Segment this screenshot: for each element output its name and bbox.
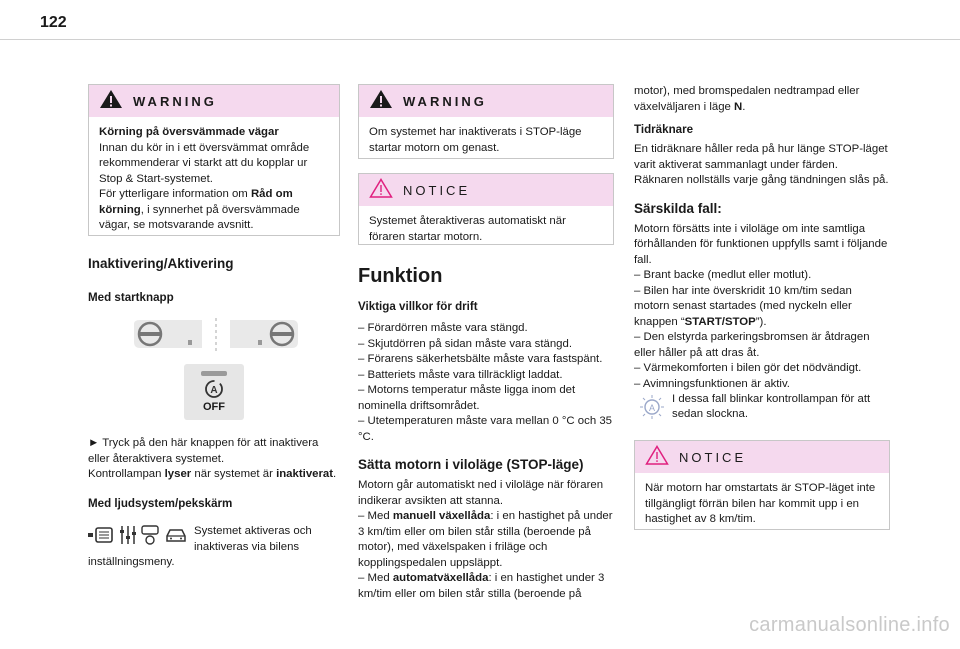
- page-number: 122: [40, 14, 67, 31]
- divider-dashed: [214, 318, 218, 352]
- subheading-timer: Tidräknare: [634, 123, 694, 136]
- subheading-stop-mode: Sätta motorn i viloläge (STOP-läge): [358, 457, 584, 472]
- warning-triangle-icon: [99, 89, 123, 114]
- list-item: – Skjutdörren på sidan måste vara stängd.: [358, 337, 573, 350]
- continued-text: motor), med bromspedalen nedtrampad eller växelväljaren i läge N.: [634, 85, 860, 113]
- list-item: – Värmekomforten i bilen gör det nödvändigt.: [634, 362, 862, 374]
- instruction-text: ► Tryck på den här knappen för att inaktivera eller återaktivera systemet.: [88, 437, 319, 465]
- steering-wheels-illustration: [132, 318, 340, 352]
- subheading-start-button: Med startknapp: [88, 291, 174, 304]
- conditions-list: [358, 321, 614, 445]
- notice-body: När motorn har omstartats är STOP-läget inte tillgängligt förrän bilen har kommit upp i en hastighet av 8 km/tim.: [645, 482, 876, 525]
- stop-start-off-button-icon: A OFF: [184, 364, 244, 420]
- notice-box-restart: [634, 440, 890, 530]
- settings-sliders-icon: [118, 524, 162, 546]
- warning-header: [359, 85, 613, 117]
- blink-text-1: I dessa fall blinkar kontrollampan för att: [672, 393, 871, 405]
- list-item: – Avimningsfunktionen är aktiv.: [634, 377, 790, 390]
- column-2: [358, 84, 614, 602]
- list-item: – Förardörren måste vara stängd.: [358, 322, 528, 334]
- section-heading-function: Funktion: [358, 265, 443, 287]
- list-item: – Utetemperaturen måste vara mellan 0 °C och 35 °C.: [358, 415, 613, 443]
- list-item: – Förarens säkerhetsbälte måste vara fastspänt.: [358, 353, 603, 365]
- warning-label: WARNING: [403, 93, 487, 109]
- auto-a-blink-icon: [638, 394, 666, 420]
- list-item: – Motorns temperatur måste ligga inom det nominella driftsområdet.: [358, 384, 576, 412]
- list-item: – Den elstyrda parkeringsbromsen är åtdragen eller håller på att dras åt.: [634, 331, 870, 359]
- subheading-special-cases: Särskilda fall:: [634, 200, 722, 216]
- list-item: – Batteriets måste vara tillräckligt laddat.: [358, 368, 563, 381]
- warning-box-flood: [88, 84, 340, 236]
- list-item: – Brant backe (medlut eller motlut).: [634, 269, 812, 281]
- column-1: [88, 84, 340, 568]
- warning-header: [89, 85, 339, 117]
- special-cases-intro: Motorn försätts inte i viloläge om inte samtliga förhållanden för funktionen uppfylls samt i följande fall.: [634, 222, 888, 266]
- header-divider: [0, 39, 960, 40]
- notice-label: NOTICE: [679, 449, 747, 465]
- warning-triangle-icon: [369, 89, 393, 114]
- notice-box-reactivate: [358, 173, 614, 245]
- warning-body-2: För ytterligare information om Råd om körning, i synnerhet på översvämmade vägar, se motsvarande avsnitt.: [99, 188, 300, 231]
- notice-triangle-icon: [369, 178, 393, 203]
- subheading-audio-touchscreen: Med ljudsystem/pekskärm: [88, 496, 233, 510]
- notice-body: Systemet återaktiveras automatiskt när föraren startar motorn.: [369, 215, 566, 243]
- section-heading-inactivation: Inaktivering/Aktivering: [88, 256, 234, 271]
- notice-header: [359, 174, 613, 206]
- notice-header: [635, 441, 889, 473]
- warning-body: Innan du kör in i ett översvämmat område rekommenderar vi starkt att du kopplar ur Stop & Start-systemet.: [99, 141, 310, 185]
- indicator-text: Kontrollampan lyser när systemet är inaktiverat.: [88, 468, 337, 480]
- automatic-gearbox-text: – Med automatväxellåda: i en hastighet under 3 km/tim eller om bilen står stilla (beroende på: [358, 572, 605, 600]
- blink-text-2: sedan slockna.: [672, 408, 748, 420]
- car-menu-icon: [88, 526, 114, 544]
- subheading-conditions: Viktiga villkor för drift: [358, 300, 478, 313]
- warning-box-restart: [358, 84, 614, 159]
- timer-text: En tidräknare håller reda på hur länge STOP-läget varit aktiverat sammanlagt under färden. Räknaren nollställs varje gång tändningen slås på.: [634, 143, 889, 186]
- steering-wheel-icon: [226, 318, 300, 352]
- steering-wheel-icon: [132, 318, 206, 352]
- list-item: – Bilen har inte överskridit 10 km/tim sedan motorn senast startades (med nyckeln eller knappen “START/STOP”).: [634, 284, 852, 328]
- touchscreen-text-2: inaktiveras via bilens: [194, 540, 300, 553]
- svg-text:A: A: [210, 385, 218, 396]
- warning-body: Om systemet har inaktiverats i STOP-läge startar motorn om genast.: [369, 126, 582, 154]
- touchscreen-text-1: Systemet aktiveras och: [194, 524, 312, 537]
- notice-label: NOTICE: [403, 182, 471, 198]
- touchscreen-text-3: inställningsmeny.: [88, 555, 175, 568]
- column-3: [634, 84, 890, 530]
- notice-triangle-icon: [645, 445, 669, 470]
- warning-title: Körning på översvämmade vägar: [99, 126, 279, 138]
- car-outline-icon: [164, 526, 188, 544]
- warning-label: WARNING: [133, 93, 217, 109]
- watermark: carmanualsonline.info: [749, 614, 950, 636]
- svg-text:A: A: [648, 403, 656, 413]
- stop-mode-intro: Motorn går automatiskt ned i viloläge när föraren indikerar avsikten att stanna.: [358, 479, 604, 507]
- manual-gearbox-text: – Med manuell växellåda: i en hastighet på under 3 km/tim eller om bilen står stilla (beroende på motor), med växelspaken i friläge och kopplingspedalen uppsläppt.: [358, 510, 613, 569]
